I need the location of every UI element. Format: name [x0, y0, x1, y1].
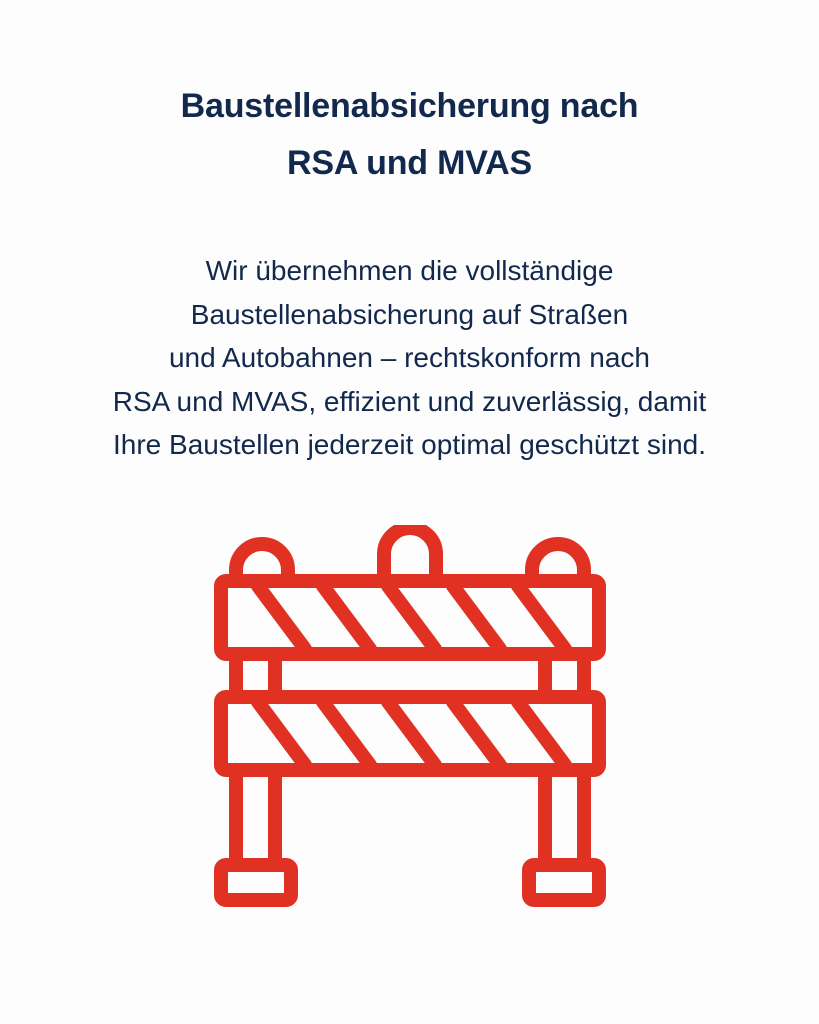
paragraph-line-5: Ihre Baustellen jederzeit optimal geschützt sind.	[113, 429, 706, 460]
intro-paragraph	[0, 249, 819, 467]
top-board-stripes	[258, 586, 565, 649]
paragraph-line-4: RSA und MVAS, effizient und zuverlässig, damit	[112, 385, 707, 417]
foot-right	[529, 865, 599, 900]
hook-center	[384, 528, 436, 581]
paragraph-line-1: Wir übernehmen die vollständige	[205, 255, 614, 286]
paragraph-line-2: Baustellenabsicherung auf Straßen	[190, 298, 629, 330]
barrier-graphic	[221, 528, 599, 900]
heading-line-2: RSA und MVAS	[286, 144, 533, 182]
bottom-board-stripes	[258, 702, 565, 765]
road-barrier-icon	[208, 525, 612, 913]
foot-left	[221, 865, 291, 900]
page-heading	[0, 78, 819, 192]
paragraph-line-3: und Autobahnen – rechtskonform nach	[168, 342, 650, 373]
heading-line-1: Baustellenabsicherung nach	[180, 87, 639, 125]
